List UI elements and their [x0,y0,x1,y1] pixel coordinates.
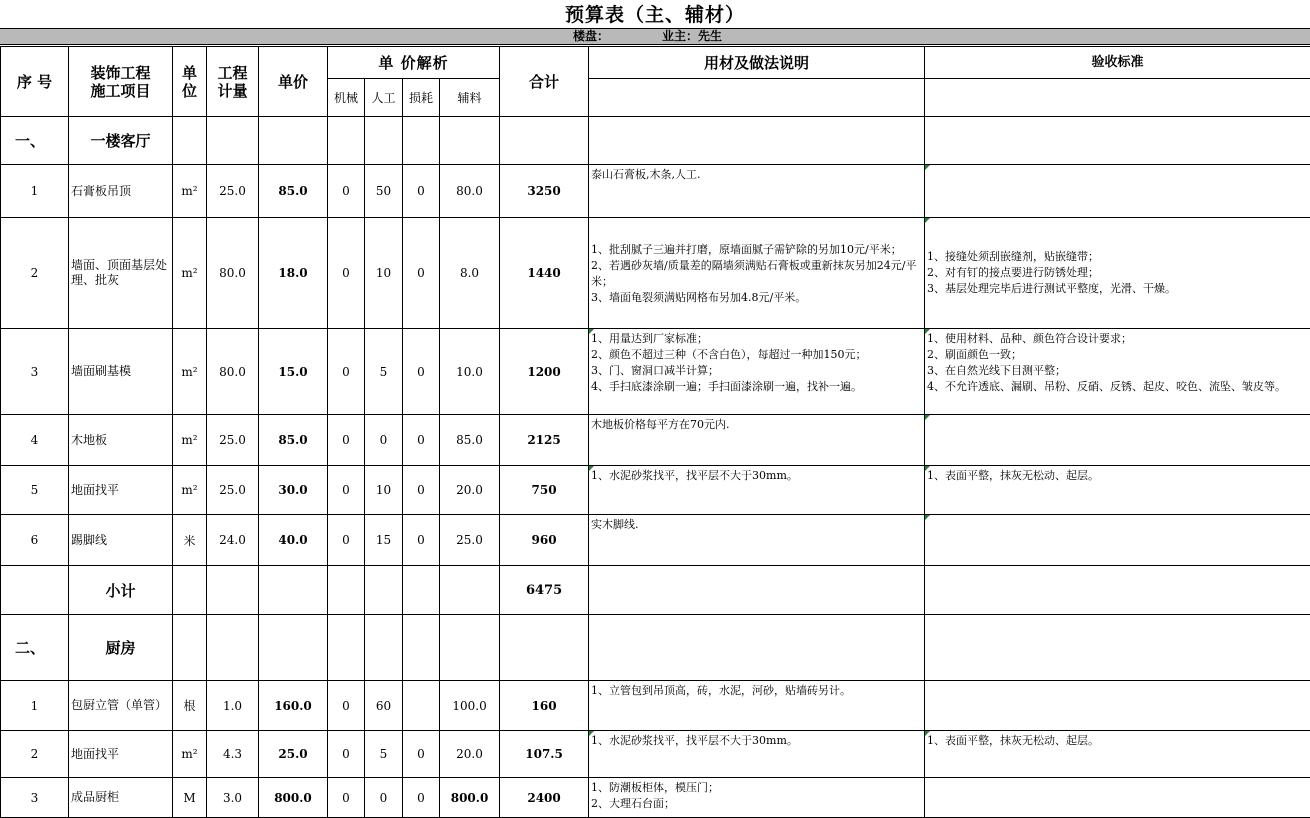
materials-note-cell: 1、立管包到吊顶高，砖，水泥，河砂，贴墙砖另计。 [589,681,925,731]
header-machine: 机械 [328,79,365,117]
unit-cell: m² [173,731,207,778]
header-materials-blank [589,79,925,117]
price-cell: 160.0 [259,681,328,731]
qty-cell: 25.0 [207,165,259,218]
section-row [1,117,1310,165]
loss-cell: 0 [403,778,440,818]
materials-note-cell: 1、批刮腻子三遍并打磨，原墙面腻子需铲除的另加10元/平米； 2、若遇砂灰墙/质量差的隔墙须满贴石膏板或重新抹灰另加24元/平米； 3、墙面龟裂须满贴网格布另加4.8元/平米。 [589,218,925,329]
aux-cell: 80.0 [440,165,500,218]
price-cell: 25.0 [259,731,328,778]
item-cell: 踢脚线 [69,515,173,566]
loss-cell: 0 [403,466,440,515]
item-cell: 木地板 [69,415,173,466]
materials-note-cell: 木地板价格每平方在70元内. [589,415,925,466]
unit-cell: m² [173,165,207,218]
item-cell: 包厨立管（单管） [69,681,173,731]
unit-cell: m² [173,329,207,415]
aux-cell: 20.0 [440,466,500,515]
aux-cell: 8.0 [440,218,500,329]
table-row [1,218,1310,329]
seq-cell: 3 [1,778,69,818]
table-row [1,731,1310,778]
labor-cell: 0 [365,778,403,818]
aux-cell: 800.0 [440,778,500,818]
labor-cell: 10 [365,466,403,515]
total-cell: 160 [500,681,589,731]
header-quantity: 工程 计量 [207,47,259,117]
materials-note-cell: 1、防潮板柜体，模压门； 2、大理石台面； [589,778,925,818]
loss-cell: 0 [403,329,440,415]
loss-cell [403,681,440,731]
acceptance-cell [925,415,1310,466]
header-project: 装饰工程 施工项目 [69,47,173,117]
header-seq: 序 号 [1,47,69,117]
seq-cell: 4 [1,415,69,466]
subheader-bar [0,28,1310,45]
price-cell: 15.0 [259,329,328,415]
acceptance-cell [925,165,1310,218]
section-number: 二、 [1,615,69,681]
section-number: 一、 [1,117,69,165]
labor-cell: 60 [365,681,403,731]
acceptance-cell: 1、接缝处须刮嵌缝剂，贴嵌缝带； 2、对有钉的接点要进行防锈处理； 3、基层处理完毕后进行测试平整度，光滑、干燥。 [925,218,1310,329]
machine-cell: 0 [328,778,365,818]
machine-cell: 0 [328,415,365,466]
header-row-1 [1,47,1310,79]
price-cell: 800.0 [259,778,328,818]
acceptance-cell: 1、使用材料、品种、颜色符合设计要求； 2、刷面颜色一致； 3、在自然光线下目测平整； 4、不允许透底、漏刷、吊粉、反硝、反锈、起皮、咬色、流坠、皱皮等。 [925,329,1310,415]
unit-cell: M [173,778,207,818]
qty-cell: 4.3 [207,731,259,778]
item-cell: 墙面、顶面基层处理、批灰 [69,218,173,329]
total-cell: 2125 [500,415,589,466]
aux-cell: 25.0 [440,515,500,566]
table-row [1,329,1310,415]
aux-cell: 10.0 [440,329,500,415]
table-row [1,778,1310,818]
loss-cell: 0 [403,165,440,218]
acceptance-cell [925,515,1310,566]
qty-cell: 3.0 [207,778,259,818]
labor-cell: 5 [365,731,403,778]
section-name: 厨房 [69,615,173,681]
header-unit: 单位 [173,47,207,117]
materials-note-cell: 1、水泥砂浆找平，找平层不大于30mm。 [589,466,925,515]
table-row [1,515,1310,566]
seq-cell: 1 [1,681,69,731]
item-cell: 石膏板吊顶 [69,165,173,218]
materials-note-cell: 实木脚线. [589,515,925,566]
table-row [1,165,1310,218]
subtotal-label: 小计 [69,566,173,615]
unit-cell: 米 [173,515,207,566]
labor-cell: 50 [365,165,403,218]
budget-table [0,46,1310,818]
seq-cell: 2 [1,731,69,778]
price-cell: 85.0 [259,165,328,218]
seq-cell: 2 [1,218,69,329]
machine-cell: 0 [328,681,365,731]
loss-cell: 0 [403,218,440,329]
machine-cell: 0 [328,731,365,778]
seq-cell: 1 [1,165,69,218]
labor-cell: 15 [365,515,403,566]
qty-cell: 80.0 [207,329,259,415]
header-aux: 辅料 [440,79,500,117]
aux-cell: 20.0 [440,731,500,778]
sheet-title: 预算表（主、辅材） [0,0,1310,28]
labor-cell: 10 [365,218,403,329]
loss-cell: 0 [403,415,440,466]
section-name: 一楼客厅 [69,117,173,165]
seq-cell: 6 [1,515,69,566]
seq-cell: 3 [1,329,69,415]
price-cell: 40.0 [259,515,328,566]
owner-label: 业主：先生 [662,29,722,44]
header-acceptance-blank [925,79,1310,117]
lou-pan-label: 楼盘： [573,29,609,44]
aux-cell: 100.0 [440,681,500,731]
header-total: 合计 [500,47,589,117]
subtotal-value: 6475 [500,566,589,615]
qty-cell: 25.0 [207,466,259,515]
machine-cell: 0 [328,218,365,329]
acceptance-cell: 1、表面平整，抹灰无松动、起层。 [925,466,1310,515]
unit-cell: m² [173,218,207,329]
machine-cell: 0 [328,515,365,566]
qty-cell: 80.0 [207,218,259,329]
materials-note-cell: 1、用量达到厂家标准； 2、颜色不超过三种（不含白色），每超过一种加150元； 3、门、窗洞口减半计算； 4、手扫底漆涂刷一遍；手扫面漆涂刷一遍，找补一遍。 [589,329,925,415]
materials-note-cell: 1、水泥砂浆找平，找平层不大于30mm。 [589,731,925,778]
item-cell: 墙面刷基模 [69,329,173,415]
labor-cell: 0 [365,415,403,466]
table-row [1,681,1310,731]
item-cell: 成品厨柜 [69,778,173,818]
loss-cell: 0 [403,515,440,566]
header-materials: 用材及做法说明 [589,47,925,79]
header-unit-price: 单价 [259,47,328,117]
acceptance-cell [925,778,1310,818]
unit-cell: m² [173,415,207,466]
total-cell: 3250 [500,165,589,218]
price-cell: 85.0 [259,415,328,466]
header-analysis: 单 价解析 [328,47,500,79]
total-cell: 107.5 [500,731,589,778]
machine-cell: 0 [328,165,365,218]
table-row [1,415,1310,466]
seq-cell: 5 [1,466,69,515]
qty-cell: 25.0 [207,415,259,466]
total-cell: 1440 [500,218,589,329]
price-cell: 18.0 [259,218,328,329]
acceptance-cell: 1、表面平整，抹灰无松动、起层。 [925,731,1310,778]
total-cell: 960 [500,515,589,566]
section-row [1,615,1310,681]
subtotal-row [1,566,1310,615]
total-cell: 1200 [500,329,589,415]
item-cell: 地面找平 [69,466,173,515]
header-loss: 损耗 [403,79,440,117]
header-labor: 人工 [365,79,403,117]
total-cell: 750 [500,466,589,515]
materials-note-cell: 泰山石膏板,木条,人工. [589,165,925,218]
qty-cell: 24.0 [207,515,259,566]
loss-cell: 0 [403,731,440,778]
acceptance-cell [925,681,1310,731]
total-cell: 2400 [500,778,589,818]
item-cell: 地面找平 [69,731,173,778]
price-cell: 30.0 [259,466,328,515]
aux-cell: 85.0 [440,415,500,466]
qty-cell: 1.0 [207,681,259,731]
unit-cell: 根 [173,681,207,731]
machine-cell: 0 [328,466,365,515]
table-row [1,466,1310,515]
header-acceptance: 验收标准 [925,47,1310,79]
machine-cell: 0 [328,329,365,415]
unit-cell: m² [173,466,207,515]
labor-cell: 5 [365,329,403,415]
